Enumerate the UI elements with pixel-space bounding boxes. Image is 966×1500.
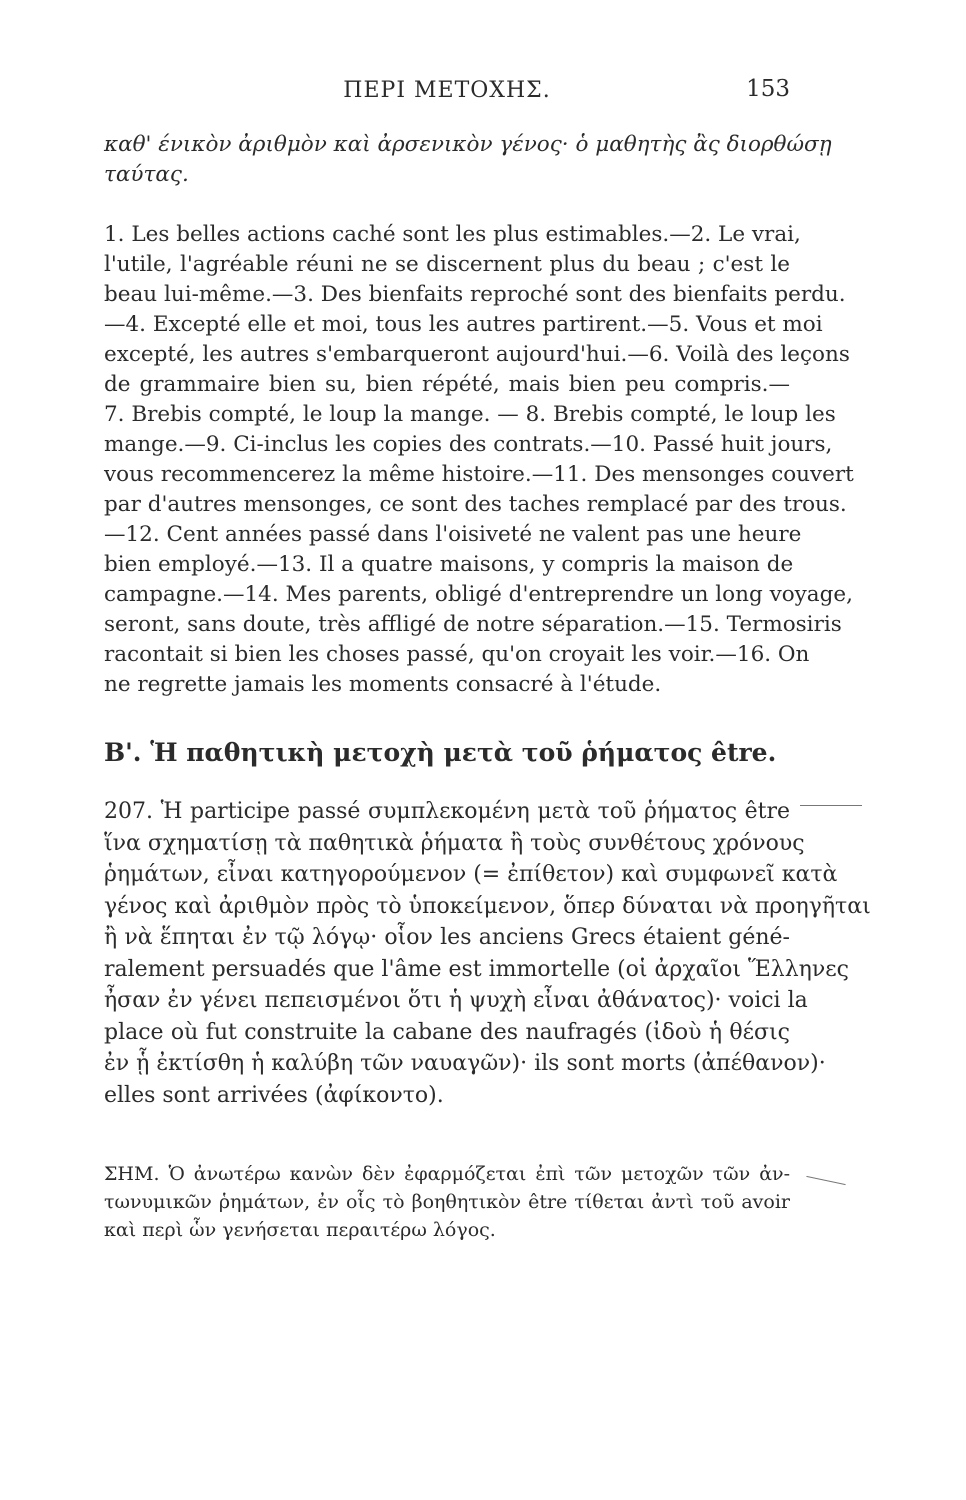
note-paragraph [104,1160,790,1244]
text-line: ῥημάτων, εἶναι κατηγορούμενον (= ἐπίθετον) καὶ συμφωνεῖ κατὰ [104,862,838,887]
text-line: de grammaire bien su, bien répété, mais bien peu compris.— [104,372,790,397]
margin-pencil-mark [806,1176,845,1185]
page-number: 153 [746,76,790,102]
text-line: ἢ νὰ ἕπηται ἐν τῷ λόγῳ· οἷον les anciens Grecs étaient géné- [104,925,790,950]
page-header [104,72,790,112]
text-line: vous recommencerez la même histoire.—11. Des mensonges couvert [104,462,854,487]
text-line: bien employé.—13. Il a quatre maisons, y compris la maison de [104,552,794,577]
text-line: τωνυμικῶν ῥημάτων, ἐν οἷς τὸ βοηθητικὸν être τίθεται ἀντὶ τοῦ avoir [104,1191,790,1213]
text-line: l'utile, l'agréable réuni ne se discernent plus du beau ; c'est le [104,252,790,277]
text-line: campagne.—14. Mes parents, obligé d'entreprendre un long voyage, [104,582,853,607]
text-line: excepté, les autres s'embarqueront aujourd'hui.—6. Voilà des leçons [104,342,850,367]
text-line: racontait si bien les choses passé, qu'on croyait les voir.—16. On [104,642,810,667]
text-line: 207. Ἡ participe passé συμπλεκομένη μετὰ τοῦ ῥήματος être [104,799,790,824]
text-line: ralement persuadés que l'âme est immortelle (οἱ ἀρχαῖοι Ἕλληνες [104,956,849,982]
text-line: γένος καὶ ἀριθμὸν πρὸς τὸ ὑποκείμενον, ὅπερ δύναται νὰ προηγῆται [104,893,871,919]
text-line: beau lui-même.—3. Des bienfaits reproché sont des bienfaits perdu. [104,282,846,307]
margin-pencil-mark [800,805,862,806]
text-line: mange.—9. Ci-inclus les copies des contrats.—10. Passé huit jours, [104,432,833,457]
section-heading: B'. Ἡ παθητικὴ μετοχὴ μετὰ τοῦ ῥήματος être. [104,738,777,767]
text-line: ne regrette jamais les moments consacré à l'étude. [104,672,662,697]
text-line: ἵνα σχηματίσῃ τὰ παθητικὰ ῥήματα ἢ τοὺς συνθέτους χρόνους [104,830,805,856]
text-line: 1. Les belles actions caché sont les plus estimables.—2. Le vrai, [104,222,801,247]
paragraph-207 [104,796,871,1111]
text-line: 7. Brebis compté, le loup la mange. — 8. Brebis compté, le loup les [104,402,836,427]
text-line: καὶ περὶ ὧν γενήσεται περαιτέρω λόγος. [104,1219,496,1241]
text-line: elles sont arrivées (ἀφίκοντο). [104,1082,444,1108]
exercise-list [104,220,854,700]
text-line: par d'autres mensonges, ce sont des taches remplacé par des trous. [104,492,847,517]
running-title: ΠΕΡΙ ΜΕΤΟΧΗΣ. [343,78,551,103]
text-line: place où fut construite la cabane des naufragés (ἰδοὺ ἡ θέσις [104,1019,790,1045]
text-line: ἦσαν ἐν γένει πεπεισμένοι ὅτι ἡ ψυχὴ εἶναι ἀθάνατος)· voici la [104,988,808,1013]
text-line: —12. Cent années passé dans l'oisiveté ne valent pas une heure [104,522,802,547]
text-line: ἐν ᾗ ἐκτίσθη ἡ καλύβη τῶν ναυαγῶν)· ils sont morts (ἀπέθανον)· [104,1051,826,1076]
text-line: seront, sans doute, très affligé de notre séparation.—15. Termosiris [104,612,842,637]
intro-text [104,130,832,190]
text-line: καθ' ένικὸν ἀριθμὸν καὶ ἀρσενικὸν γένος· ὁ μαθητὴς ἂς διορθώσῃ [104,132,832,157]
text-line: ΣΗΜ. Ὁ ἀνωτέρω κανὼν δὲν ἐφαρμόζεται ἐπὶ τῶν μετοχῶν τῶν ἀν- [104,1163,790,1185]
text-line: —4. Excepté elle et moi, tous les autres partirent.—5. Vous et moi [104,312,823,337]
text-line: ταύτας. [104,162,189,187]
